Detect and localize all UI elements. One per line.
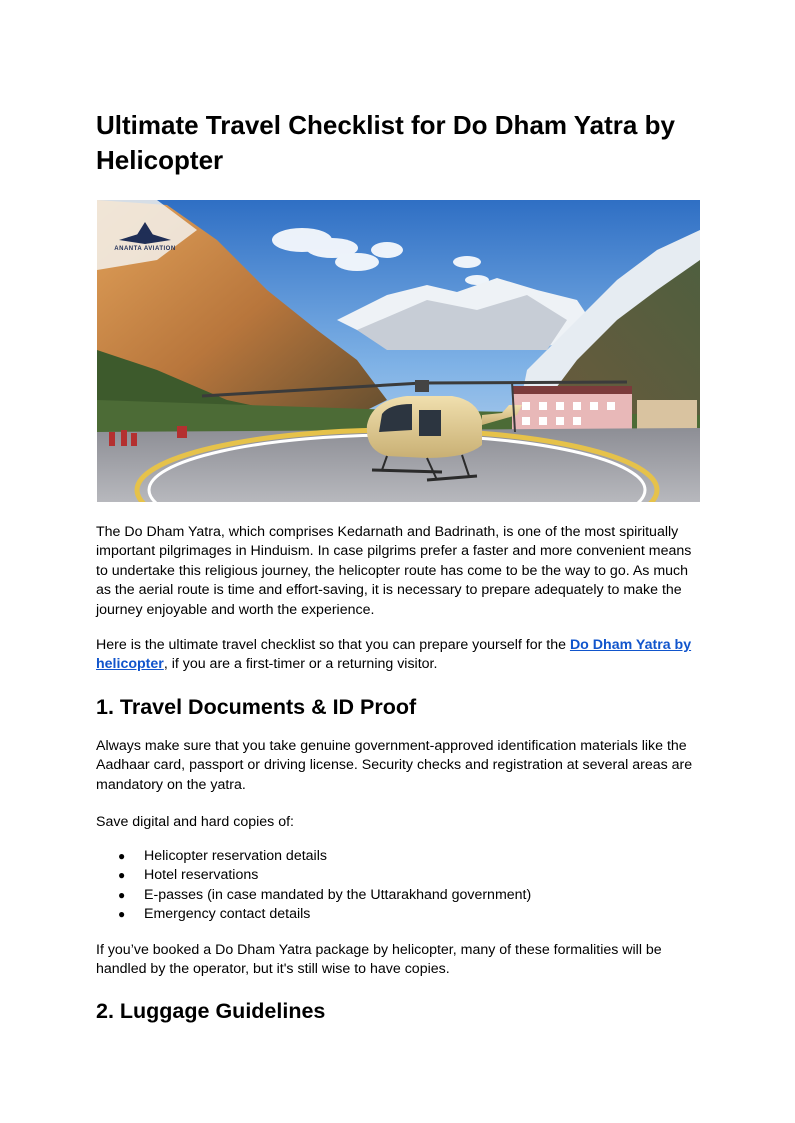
copies-list bbox=[96, 847, 696, 925]
copies-intro: Save digital and hard copies of: bbox=[96, 814, 294, 830]
hero-image bbox=[97, 200, 700, 502]
list-item-text: Emergency contact details bbox=[144, 906, 311, 923]
list-item-text: Helicopter reservation details bbox=[144, 848, 327, 864]
do-dham-yatra-link[interactable]: Do Dham Yatra by helicopter bbox=[96, 637, 692, 673]
documents-paragraph: Always make sure that you take genuine government-approved identification materials like the Aadhaar card, passport or driving license. Security checks and registration at several areas are mandatory on the yatra. bbox=[96, 738, 693, 793]
bullet-icon: ● bbox=[118, 907, 126, 922]
logo-text: ANANTA AVIATION bbox=[114, 246, 176, 252]
list-item-text: E-passes (in case mandated by the Uttarakhand government) bbox=[144, 886, 532, 903]
list-item bbox=[96, 886, 696, 905]
bullet-icon: ● bbox=[118, 887, 126, 902]
bullet-icon: ● bbox=[118, 868, 126, 883]
section-heading-documents: 1. Travel Documents & ID Proof bbox=[96, 695, 417, 719]
checklist-intro-paragraph bbox=[96, 636, 701, 675]
list-item bbox=[96, 866, 696, 885]
list-item-text: Hotel reservations bbox=[144, 867, 259, 884]
list-item bbox=[96, 905, 696, 924]
checklist-intro-before: Here is the ultimate travel checklist so that you can prepare yourself for the bbox=[96, 637, 570, 653]
documents-closing-paragraph: If you’ve booked a Do Dham Yatra package by helicopter, many of these formalities will be handled by the operator, but it's still wise to have copies. bbox=[96, 942, 662, 978]
intro-paragraph: The Do Dham Yatra, which comprises Kedarnath and Badrinath, is one of the most spiritually important pilgrimages in Hinduism. In case pilgrims prefer a faster and more convenient means to undertake this religious journey, the helicopter route has come to be the way to go. As much as the aerial route is time and effort-saving, it is necessary to prepare adequately to make the journey enjoyable and worth the experience. bbox=[96, 524, 692, 618]
list-item bbox=[96, 847, 696, 866]
page-title: Ultimate Travel Checklist for Do Dham Yatra by Helicopter bbox=[96, 110, 675, 175]
section-heading-luggage: 2. Luggage Guidelines bbox=[96, 999, 326, 1023]
bullet-icon: ● bbox=[118, 849, 126, 863]
checklist-intro-after: , if you are a first-timer or a returning visitor. bbox=[163, 656, 438, 673]
